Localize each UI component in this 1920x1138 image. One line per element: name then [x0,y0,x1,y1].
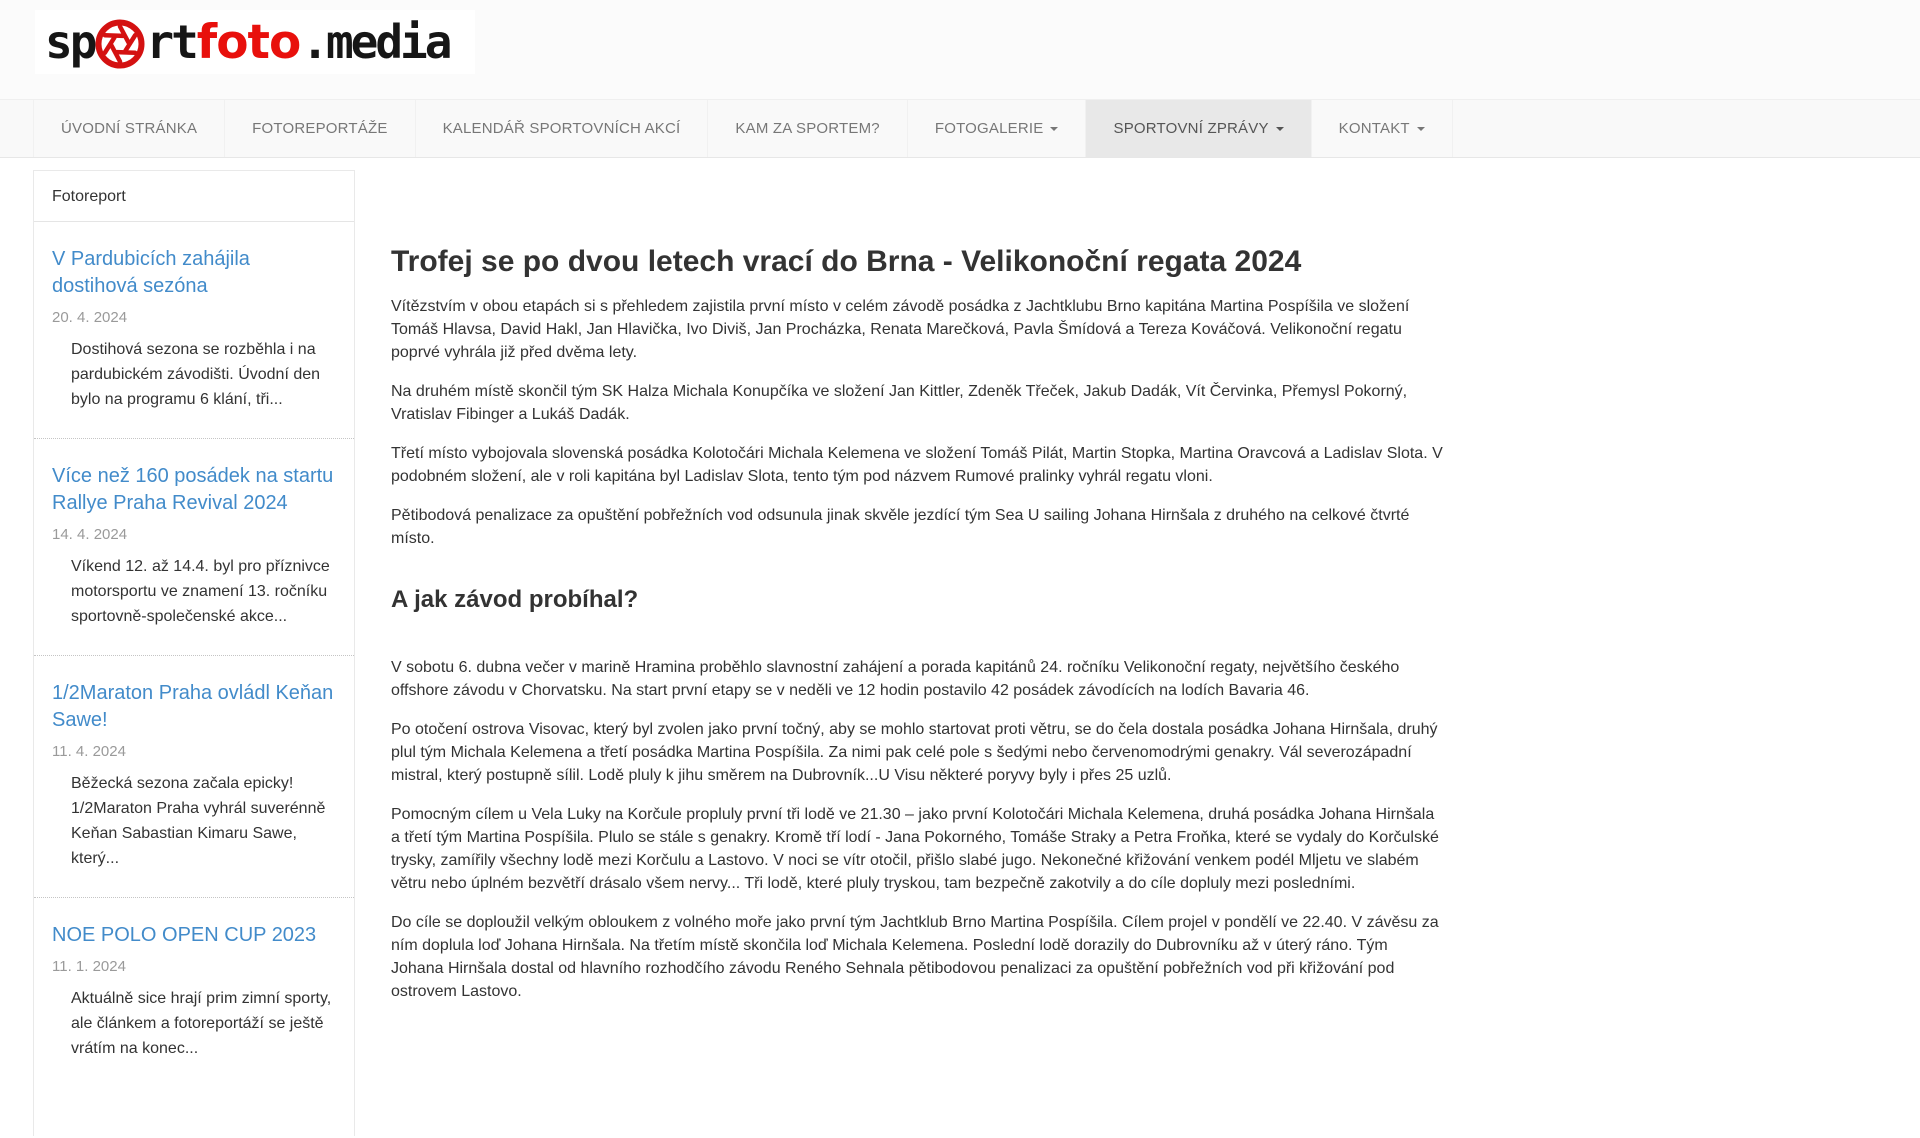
sidebar-article-date: 20. 4. 2024 [52,309,128,326]
site-header [0,0,1920,99]
nav-item-label: SPORTOVNÍ ZPRÁVY [1113,120,1269,137]
sidebar-article-link[interactable]: V Pardubicích zahájila dostihová sezóna [52,248,250,297]
nav-item-label: FOTOGALERIE [934,120,1044,137]
nav-item-label: KALENDÁŘ SPORTOVNÍCH AKCÍ [442,120,681,137]
nav-item-label: ÚVODNÍ STRÁNKA [61,120,198,137]
logo-text-media: .media [301,15,450,69]
article-main [355,158,1443,1019]
sidebar-article-excerpt: Aktuálně sice hrají prim zimní sporty, ale článkem a fotoreportáží se ještě vrátím na konec... [71,990,332,1057]
article-title: Trofej se po dvou letech vrací do Brna - Velikonoční regata 2024 [391,245,1302,278]
sidebar-article-link[interactable]: 1/2Maraton Praha ovládl Keňan Sawe! [52,682,334,731]
article-subheading: A jak závod probíhal? [391,586,639,613]
sidebar-article-date: 11. 1. 2024 [52,958,126,975]
fotoreport-sidebar [33,170,355,1136]
nav-item-uvodni-stranka[interactable] [33,100,224,157]
main-navigation [0,99,1920,158]
article-paragraph: Vítězstvím v obou etapách si s přehledem zajistila první místo v celém závodě posádka z Jachtklubu Brno kapitána Martina Pospíšila ve složení Tomáš Hlavsa, David Hakl, Jan Hlavička, Ivo Diviš, Jan Procházka, Renata Marečková, Pavla Šmídová a Tereza Kováčová. Velikonoční regatu poprvé vyhrála již před dvěma lety. [391,298,1410,361]
sidebar-article [34,438,354,655]
article-paragraph: Pětibodová penalizace za opuštění pobřežních vod odsunula jinak skvěle jezdící tým Sea U sailing Johana Hirnšala z druhého na celkové čtvrté místo. [391,507,1410,547]
site-logo[interactable] [35,10,475,74]
logo-text-rt: rt [146,15,196,69]
sidebar-article-excerpt: Dostihová sezona se rozběhla i na pardubickém závodišti. Úvodní den bylo na programu 6 klání, tři... [71,341,321,408]
logo-text-foto: foto [196,14,301,70]
page-content [33,158,1920,1136]
nav-item-label: KAM ZA SPORTEM? [735,120,880,137]
nav-item-sportovni-zpravy[interactable] [1085,100,1310,157]
chevron-down-icon [1050,127,1058,131]
sidebar-article [34,655,354,897]
article-paragraph: Do cíle se doploužil velkým obloukem z volného moře jako první tým Jachtklub Brno Martina Pospíšila. Cílem projel v pondělí ve 22.40. V závěsu za ním doplula loď Johana Hirnšala. Na třetím místě skončila loď Michala Kelemena. Poslední lodě dorazily do Dubrovníku až v úterý ráno. Tým Johana Hirnšala dostal od hlavního rozhodčího závodu Reného Sehnala pětibodovou penalizaci za opuštění pobřežních vod při křižování pod ostrovem Lastovo. [391,914,1439,1000]
nav-item-fotoreportaze[interactable] [224,100,414,157]
sidebar-article-date: 11. 4. 2024 [52,743,126,760]
sidebar-article [34,222,354,438]
sidebar-article [34,897,354,1087]
sidebar-article-link[interactable]: Více než 160 posádek na startu Rallye Praha Revival 2024 [52,465,334,514]
chevron-down-icon [1417,127,1425,131]
nav-item-label: KONTAKT [1338,120,1410,137]
chevron-down-icon [1276,127,1284,131]
nav-item-label: FOTOREPORTÁŽE [252,120,388,137]
article-paragraph: Třetí místo vybojovala slovenská posádka Kolotočári Michala Kelemena ve složení Tomáš Pilát, Martin Stopka, Martina Oravcová a Ladislav Slota. V podobném složení, ale v roli kapitána byl Ladislav Slota, tento tým pod názvem Rumové pralinky vyhrál regatu vloni. [391,445,1443,485]
article-paragraph: V sobotu 6. dubna večer v marině Hramina proběhlo slavnostní zahájení a porada kapitánů 24. ročníku Velikonoční regaty, největšího českého offshore závodu v Chorvatsku. Na start první etapy se v neděli ve 12 hodin postavilo 42 posádek závodících na lodích Bavaria 46. [391,659,1400,699]
nav-item-kam-za-sportem[interactable] [707,100,906,157]
logo-text-sp: sp [45,15,95,69]
sidebar-article-link[interactable]: NOE POLO OPEN CUP 2023 [52,924,317,946]
nav-item-kontakt[interactable] [1311,100,1453,157]
sidebar-article-excerpt: Víkend 12. až 14.4. byl pro příznivce motorsportu ve znamení 13. ročníku sportovně-společenské akce... [71,558,330,625]
sidebar-article-excerpt: Běžecká sezona začala epicky! 1/2Maraton Praha vyhrál suverénně Keňan Sabastian Kimaru Sawe, který... [71,775,326,867]
article-paragraph: Po otočení ostrova Visovac, který byl zvolen jako první točný, aby se mohlo startovat proti větru, se do čela dostala posádka Johana Hirnšala, druhý plul tým Michala Kelemena a třetí posádka Martina Pospíšila. Za nimi pak celé pole s šedými nebo červenomodrými genakry. Vál severozápadní mistral, který postupně sílil. Lodě pluly k jihu směrem na Dubrovník...U Visu některé poryvy byly i přes 25 uzlů. [391,721,1438,784]
sidebar-article-date: 14. 4. 2024 [52,526,128,543]
aperture-icon [95,19,145,69]
article-paragraph: Na druhém místě skončil tým SK Halza Michala Konupčíka ve složení Jan Kittler, Zdeněk Třeček, Jakub Dadák, Vít Červinka, Přemysl Pokorný, Vratislav Fibinger a Lukáš Dadák. [391,383,1408,423]
sidebar-heading: Fotoreport [34,171,354,222]
nav-item-kalendar-sportovnich-akci[interactable] [415,100,708,157]
article-paragraph: Pomocným cílem u Vela Luky na Korčule propluly první tři lodě ve 21.30 – jako první Kolotočári Michala Kelemena, druhá posádka Johana Hirnšala a třetí tým Martina Pospíšila. Plulo se stále s genakry. Kromě tří lodí - Jana Pokorného, Tomáše Straky a Petra Froňka, které se vydaly do Korčulské trysky, zamířily všechny lodě mezi Korčulu a Lastovo. V noci se vítr otočil, přišlo slabé jugo. Nekonečné křižování venkem podél Mljetu ve slabém větru nebo úplném bezvětří drásalo všem nervy... Tři lodě, které pluly tryskou, tam bezpečně zakotvily a do cíle dopluly mezi posledními. [391,806,1439,892]
nav-item-fotogalerie[interactable] [907,100,1086,157]
